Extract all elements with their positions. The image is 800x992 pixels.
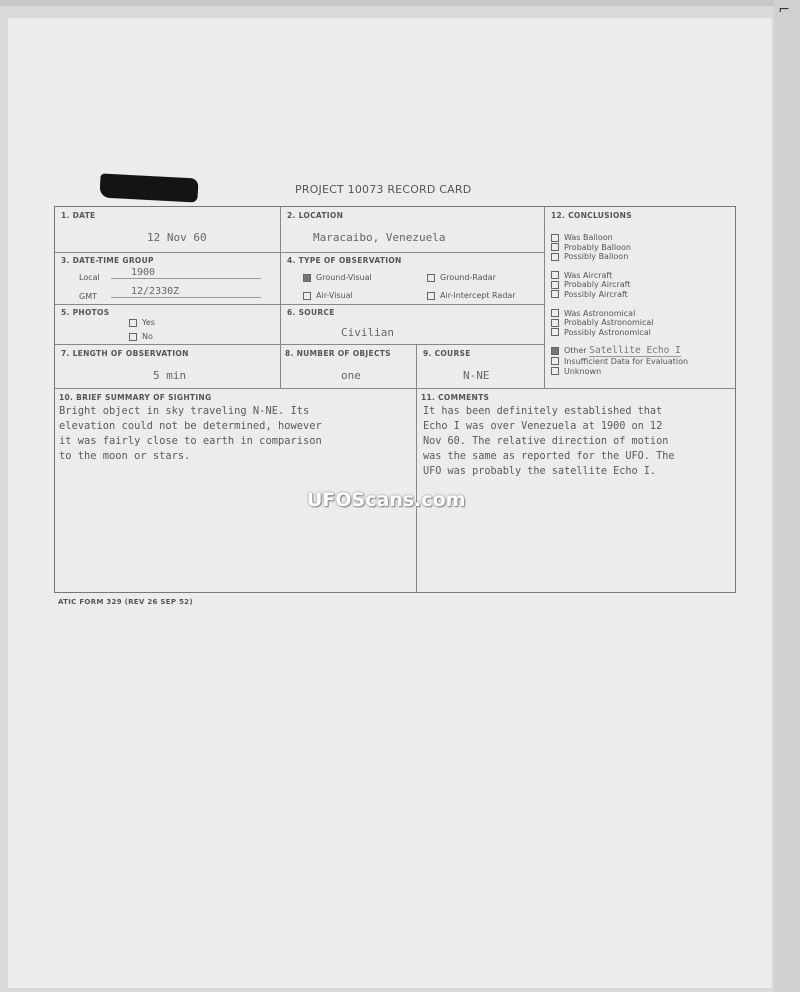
air-visual-option — [303, 291, 353, 300]
ground-visual-checkbox — [303, 274, 311, 282]
prob-aircraft-text: Probably Aircraft — [564, 280, 631, 290]
other-checkbox — [551, 347, 559, 355]
prob-balloon-checkbox — [551, 243, 559, 251]
course-value: N-NE — [463, 369, 490, 382]
other-label-text: Other — [564, 346, 587, 356]
poss-aircraft-checkbox — [551, 290, 559, 298]
air-intercept-option — [427, 291, 516, 300]
prob-balloon-text: Probably Balloon — [564, 242, 631, 252]
comments-text: It has been definitely established that Echo I was over Venezuela at 1900 on 12 Nov 60. The relative direction of motion was the same as reported for the UFO. The UFO was probably the satellite Echo I. — [423, 406, 675, 477]
prob-astro-option — [551, 318, 736, 328]
type-of-observation-cell — [281, 253, 545, 305]
local-value: 1900 — [111, 267, 261, 279]
location-label: 2. LOCATION — [287, 211, 344, 220]
date-value: 12 Nov 60 — [147, 231, 207, 244]
num-objects-label: 8. NUMBER OF OBJECTS — [285, 349, 391, 358]
length-value: 5 min — [153, 369, 187, 382]
source-cell — [281, 305, 545, 345]
course-cell — [417, 345, 545, 389]
ground-visual-option — [303, 273, 372, 282]
conclusions-label: 12. CONCLUSIONS — [551, 211, 632, 220]
summary-text: Bright object in sky traveling N-NE. Its elevation could not be determined, however it was fairly close to earth in comparison to the moon or stars. — [59, 405, 322, 462]
conclusions-list — [551, 233, 736, 376]
poss-astro-option — [551, 328, 736, 338]
was-astro-option — [551, 309, 736, 319]
num-objects-value: one — [341, 369, 361, 382]
gmt-value: 12/2330Z — [111, 286, 261, 298]
redaction-mark — [99, 173, 198, 202]
length-label: 7. LENGTH OF OBSERVATION — [61, 349, 189, 358]
photos-yes-checkbox — [129, 319, 137, 327]
watermark: UFOScans.com — [307, 489, 466, 511]
date-label: 1. DATE — [61, 211, 96, 220]
prob-balloon-option — [551, 243, 736, 253]
poss-aircraft-option — [551, 290, 736, 300]
poss-aircraft-text: Possibly Aircraft — [564, 289, 628, 299]
air-visual-text: Air-Visual — [316, 291, 353, 300]
poss-balloon-text: Possibly Balloon — [564, 252, 629, 262]
source-value: Civilian — [341, 326, 394, 339]
type-obs-label: 4. TYPE OF OBSERVATION — [287, 256, 402, 265]
ground-radar-text: Ground-Radar — [440, 273, 496, 282]
insufficient-checkbox — [551, 357, 559, 365]
was-aircraft-text: Was Aircraft — [564, 270, 613, 280]
corner-mark: ⌐ — [778, 2, 790, 18]
local-label: Local — [79, 273, 100, 282]
air-intercept-checkbox — [427, 292, 435, 300]
air-visual-checkbox — [303, 292, 311, 300]
ground-radar-checkbox — [427, 274, 435, 282]
date-time-group-cell — [55, 253, 281, 305]
dtg-label: 3. DATE-TIME GROUP — [61, 256, 154, 265]
poss-balloon-option — [551, 252, 736, 262]
summary-label: 10. BRIEF SUMMARY OF SIGHTING — [59, 393, 212, 402]
ground-radar-option — [427, 273, 496, 282]
photos-no-checkbox — [129, 333, 137, 341]
prob-astro-text: Probably Astronomical — [564, 318, 654, 328]
unknown-option — [551, 367, 736, 377]
was-balloon-checkbox — [551, 234, 559, 242]
location-cell — [281, 207, 545, 253]
num-objects-cell — [281, 345, 417, 389]
prob-aircraft-checkbox — [551, 281, 559, 289]
was-aircraft-option — [551, 271, 736, 281]
form-footer: ATIC FORM 329 (REV 26 SEP 52) — [58, 598, 193, 606]
was-balloon-option — [551, 233, 736, 243]
location-value: Maracaibo, Venezuela — [313, 231, 446, 244]
date-cell — [55, 207, 281, 253]
source-label: 6. SOURCE — [287, 308, 335, 317]
length-cell — [55, 345, 281, 389]
insufficient-option — [551, 357, 736, 367]
ground-visual-text: Ground-Visual — [316, 273, 372, 282]
poss-balloon-checkbox — [551, 253, 559, 261]
photos-yes-text: Yes — [142, 318, 155, 327]
prob-astro-checkbox — [551, 319, 559, 327]
air-intercept-text: Air-Intercept Radar — [440, 291, 516, 300]
photos-no-option — [129, 332, 153, 341]
was-astro-text: Was Astronomical — [564, 308, 636, 318]
photos-label: 5. PHOTOS — [61, 308, 110, 317]
was-balloon-text: Was Balloon — [564, 233, 613, 242]
gmt-label: GMT — [79, 292, 97, 301]
other-option — [551, 346, 736, 357]
photos-cell — [55, 305, 281, 345]
record-card — [54, 206, 736, 593]
prob-aircraft-option — [551, 280, 736, 290]
comments-label: 11. COMMENTS — [421, 393, 490, 402]
scan-right-edge — [774, 0, 800, 992]
insufficient-text: Insufficient Data for Evaluation — [564, 356, 689, 366]
was-aircraft-checkbox — [551, 271, 559, 279]
photos-yes-option — [129, 318, 155, 327]
poss-astro-checkbox — [551, 328, 559, 336]
scan-top-edge — [0, 0, 800, 6]
poss-astro-text: Possibly Astronomical — [564, 327, 651, 337]
course-label: 9. COURSE — [423, 349, 471, 358]
other-value: Satellite Echo I — [589, 345, 681, 357]
card-title: PROJECT 10073 RECORD CARD — [295, 183, 472, 196]
was-astro-checkbox — [551, 309, 559, 317]
unknown-checkbox — [551, 367, 559, 375]
unknown-text: Unknown — [564, 366, 602, 376]
photos-no-text: No — [142, 332, 153, 341]
